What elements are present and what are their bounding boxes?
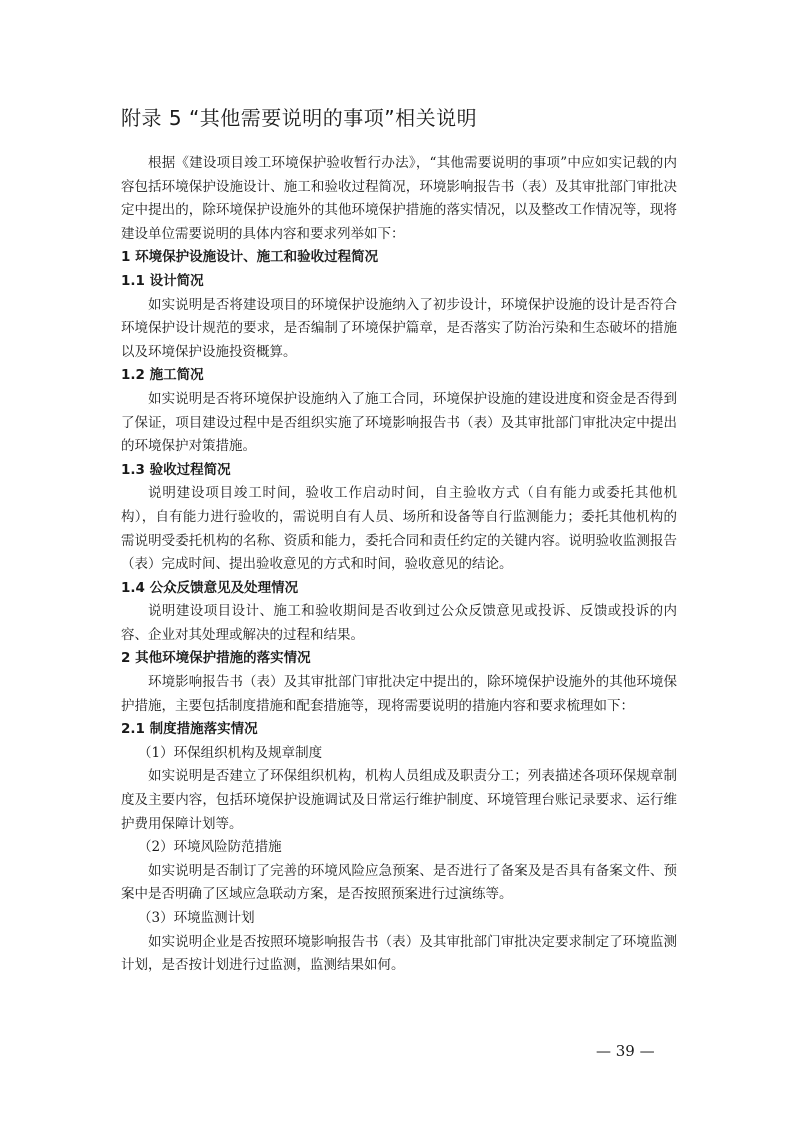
paragraph: 说明建设项目竣工时间，验收工作启动时间，自主验收方式（自有能力或委托其他机构），自有能力进行验收的，需说明自有人员、场所和设备等自行监测能力；委托其他机构的需说明受委托机构的名称、资质和能力，委托合同和责任约定的关键内容。说明验收监测报告（表）完成时间、提出验收意见的方式和时间，验收意见的结论。 [121,485,677,573]
subsection-heading: 1.3 验收过程简况 [121,461,231,478]
subsection-heading: 1.2 施工简况 [121,367,204,384]
paragraph: 如实说明是否制订了完善的环境风险应急预案、是否进行了备案及是否具有备案文件、预案中是否明确了区域应急联动方案，是否按照预案进行过演练等。 [121,862,677,903]
subsection-heading: 1.4 公众反馈意见及处理情况 [121,579,299,596]
subsection-heading: 2.1 制度措施落实情况 [121,721,258,738]
list-item-heading: （3）环境监测计划 [138,910,255,926]
page-number: — 39 — [596,1042,655,1060]
paragraph: 如实说明是否建立了环保组织机构，机构人员组成及职责分工；列表描述各项环保规章制度及主要内容，包括环境保护设施调试及日常运行维护制度、环境管理台账记录要求、运行维护费用保障计划等。 [121,768,677,832]
subsection-heading: 1.1 设计简况 [121,272,204,289]
document-body [121,152,677,978]
section-heading: 2 其他环境保护措施的落实情况 [121,650,311,667]
paragraph: 根据《建设项目竣工环境保护验收暂行办法》，“其他需要说明的事项”中应如实记载的内容包括环境保护设施设计、施工和验收过程简况，环境影响报告书（表）及其审批部门审批决定中提出的，除环境保护设施外的其他环境保护措施的落实情况，以及整改工作情况等，现将建设单位需要说明的具体内容和要求列举如下： [121,155,677,242]
paragraph: 如实说明企业是否按照环境影响报告书（表）及其审批部门审批决定要求制定了环境监测计划，是否按计划进行过监测，监测结果如何。 [121,933,677,974]
paragraph: 说明建设项目设计、施工和验收期间是否收到过公众反馈意见或投诉、反馈或投诉的内容、企业对其处理或解决的过程和结果。 [121,603,677,643]
paragraph: 如实说明是否将建设项目的环境保护设施纳入了初步设计，环境保护设施的设计是否符合环境保护设计规范的要求，是否编制了环境保护篇章，是否落实了防治污染和生态破坏的措施以及环境保护设施投资概算。 [121,296,677,360]
section-heading: 1 环境保护设施设计、施工和验收过程简况 [121,249,379,266]
paragraph: 环境影响报告书（表）及其审批部门审批决定中提出的，除环境保护设施外的其他环境保护措施，主要包括制度措施和配套措施等，现将需要说明的措施内容和要求梳理如下： [121,674,677,714]
paragraph: 如实说明是否将环境保护设施纳入了施工合同，环境保护设施的建设进度和资金是否得到了保证，项目建设过程中是否组织实施了环境影响报告书（表）及其审批部门审批决定中提出的环境保护对策措施。 [121,390,677,455]
page-title: 附录 5 “其他需要说明的事项”相关说明 [121,106,478,130]
list-item-heading: （2）环境风险防范措施 [138,839,282,856]
list-item-heading: （1）环保组织机构及规章制度 [138,744,323,761]
